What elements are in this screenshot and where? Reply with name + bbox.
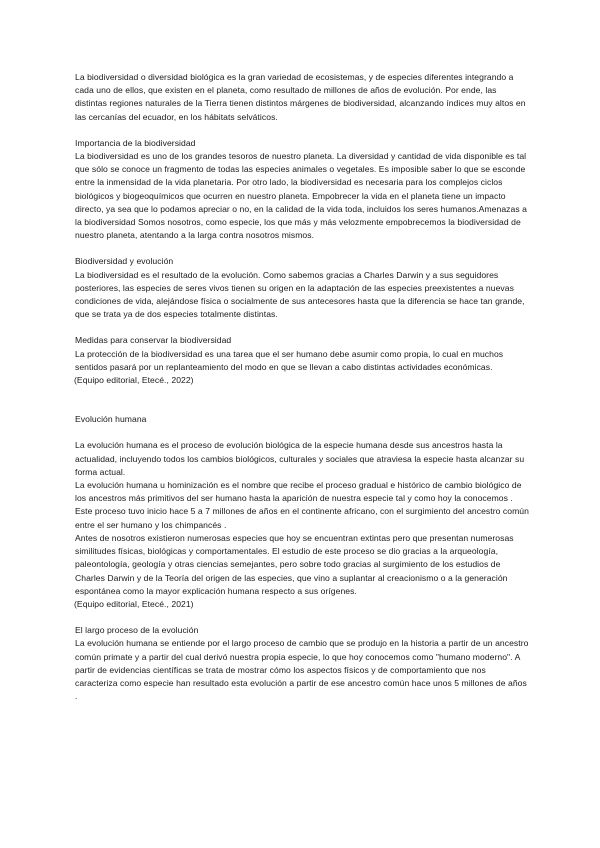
measures-heading: Medidas para conservar la biodiversidad (75, 335, 232, 346)
importance-body: La biodiversidad es uno de los grandes tesoros de nuestro planeta. La diversidad y cantidad de vida disponible es tal que sólo se conoce un fragmento de todas las especies animales o vegetales. Es imposible saber lo que se esconde entre la inmensidad de la vida planetaria. Por otro lado, la biodiversidad es necesaria para los complejos ciclos biológicos y biogeoquímicos que ocurren en nuestro planeta. Empobrecer la vida en el planeta tiene un impacto directo, ya sea que lo podamos apreciar o no, en la calidad de la vida toda, incluidos los seres humanos.Amenazas a la biodiversidad Somos nosotros, como especie, los que más y más velozmente empobrecemos la biodiversidad de nuestro planeta, atentando a la larga contra nosotros mismos. (75, 151, 527, 241)
biodiversity-intro: La biodiversidad o diversidad biológica es la gran variedad de ecosistemas, y de especies diferentes integrando a cada uno de ellos, que existen en el planeta, como resultado de millones de años de evolución. Por ende, las distintas regiones naturales de la Tierra tienen distintos márgenes de biodiversidad, alcanzando índices muy altos en las cercanías del ecuador, en los hábitats selváticos. (75, 72, 526, 122)
human-evolution-citation: (Equipo editorial, Etecé., 2021) (74, 598, 194, 609)
human-evolution-para1: La evolución humana es el proceso de evolución biológica de la especie humana desde sus ancestros hasta la actualidad, incluyendo todos los cambios biológicos, culturales y sociales que atraviesa la especie hasta alcanzar su forma actual. (75, 440, 525, 477)
long-process-heading: El largo proceso de la evolución (75, 625, 199, 636)
measures-body: La protección de la biodiversidad es una tarea que el ser humano debe asumir como propia, lo cual en muchos sentidos pasará por un replanteamiento del modo en que se llevan a cabo distintas actividades económicas. (75, 348, 504, 372)
biodiversity-evolution-body: La biodiversidad es el resultado de la evolución. Como sabemos gracias a Charles Darwin y a sus seguidores posteriores, las especies de seres vivos tienen su origen en la adaptación de las especies preexistentes a nuevas condiciones de vida, alejándose física o socialmente de sus antecesores hasta que la diferencia se hace tan grande, que se trata ya de dos especies totalmente distintas. (75, 269, 525, 320)
human-evolution-para2: La evolución humana u hominización es el nombre que recibe el proceso gradual e histórico de cambio biológico de los ancestros más primitivos del ser humano hasta la aparición de nuestra especie tal y como hoy la conocemos . Este proceso tuvo inicio hace 5 a 7 millones de años en el continente africano, con el surgimiento del ancestro común entre el ser humano y los chimpancés . (75, 480, 529, 530)
long-process-body: La evolución humana se entiende por el largo proceso de cambio que se produjo en la historia a partir de un ancestro común primate y a partir del cual derivó nuestra propia especie, lo que hoy conocemos como "humano moderno". A partir de evidencias científicas se trata de mostrar cómo los aspectos físicos y de comportamiento que nos caracteriza como especie han resultado esta evolución a partir de ese ancestro común hace unos 5 millones de años . (75, 638, 529, 702)
biodiversity-evolution-heading: Biodiversidad y evolución (75, 256, 174, 267)
biodiversity-citation: (Equipo editorial, Etecé., 2022) (74, 375, 194, 386)
human-evolution-title: Evolución humana (75, 414, 147, 425)
human-evolution-para3: Antes de nosotros existieron numerosas especies que hoy se encuentran extintas pero que presentan numerosas similitudes físicas, biológicas y comportamentales. El estudio de este proceso se dio gracias a la arqueología, paleontología, geología y otras ciencias semejantes, pero sobre todo gracias al surgimiento de los estudios de Charles Darwin y de la Teoría del origen de las especies, que vino a suplantar al creacionismo o a la generación espontánea como la mayor explicación humana respecto a sus orígenes. (75, 532, 514, 596)
document-page (75, 71, 530, 703)
importance-heading: Importancia de la biodiversidad (75, 137, 196, 148)
